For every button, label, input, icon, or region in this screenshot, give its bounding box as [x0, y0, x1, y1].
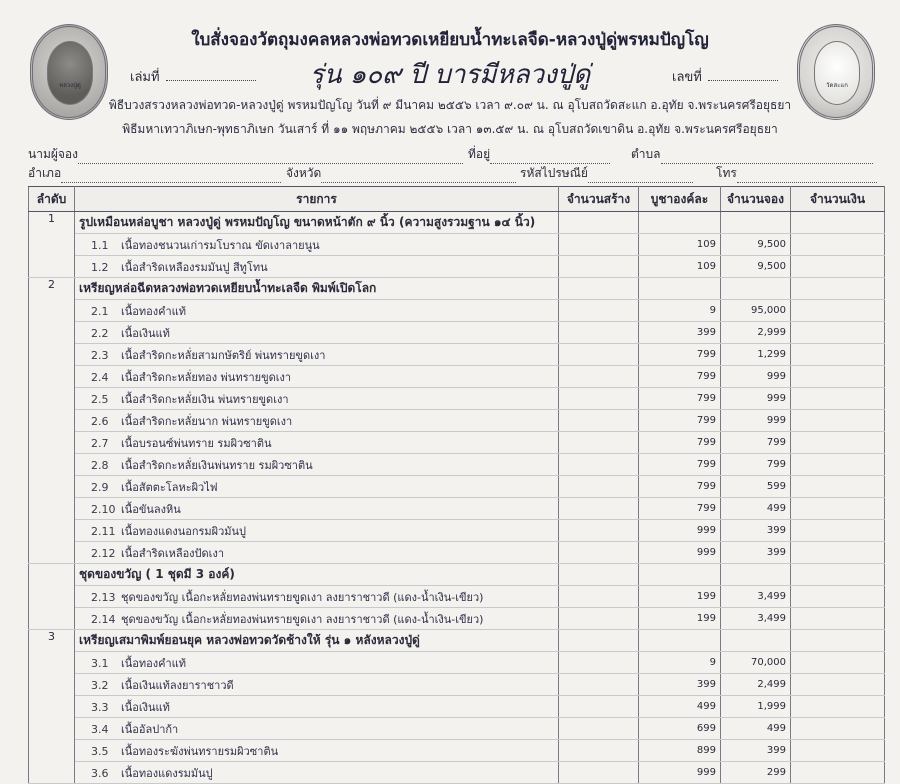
amount-cell[interactable]: [791, 476, 885, 498]
item-description: [75, 454, 559, 476]
province-field: [286, 164, 516, 183]
group-number: 1: [29, 212, 75, 278]
made-cell: [559, 212, 639, 234]
address-field: [468, 145, 610, 164]
phone-field: [716, 164, 877, 183]
group-row: [29, 630, 885, 652]
qty-cell: [721, 630, 791, 652]
ceremony-line-1: พิธีบวงสรวงหลวงพ่อทวด-หลวงปู่ดู่ พรหมปัญโญ วันที่ ๙ มีนาคม ๒๕๕๖ เวลา ๙.๐๙ น. ณ อุโบสถวัดสะแก อ.อุทัย จ.พระนครศรีอยุธยา: [108, 98, 792, 112]
item-code: 1.1: [91, 238, 109, 252]
item-code: 3.2: [91, 678, 109, 692]
made-cell: [559, 718, 639, 740]
item-row: [29, 234, 885, 256]
item-name: เนื้อบรอนซ์พ่นทราย รมผิวซาติน: [121, 436, 272, 450]
amount-cell[interactable]: [791, 432, 885, 454]
header-item: รายการ: [75, 187, 559, 212]
item-description: [75, 586, 559, 608]
qty-cell: [721, 278, 791, 300]
item-row: [29, 740, 885, 762]
made-cell: [559, 256, 639, 278]
amount-cell[interactable]: [791, 344, 885, 366]
item-name: ชุดของขวัญ เนื้อกะหลั่ยทองพ่นทรายขูดเงา ลงยาราชาวดี (แดง-น้ำเงิน-เขียว): [121, 612, 484, 626]
item-price: 999: [639, 520, 721, 542]
item-name: เนื้อสำริดเหลืองปัดเงา: [121, 546, 224, 560]
temple-emblem-seal-icon: [797, 24, 875, 120]
item-qty: 999: [721, 388, 791, 410]
item-row: [29, 652, 885, 674]
phone-label: โทร: [716, 166, 737, 180]
amount-cell[interactable]: [791, 498, 885, 520]
item-price: 899: [639, 740, 721, 762]
item-qty: 9,500: [721, 234, 791, 256]
item-name: เนื้อสำริดกะหลั่ยนาก พ่นทรายขูดเงา: [121, 414, 293, 428]
item-description: [75, 608, 559, 630]
subdistrict-label: ตำบล: [631, 147, 661, 161]
form-number-field: [672, 66, 778, 87]
luang-pu-medallion-seal-icon: [30, 24, 108, 120]
postcode-blank[interactable]: [588, 169, 693, 183]
item-name: เนื้อทองคำแท้: [121, 656, 186, 670]
subdistrict-blank[interactable]: [661, 150, 873, 164]
province-blank[interactable]: [321, 169, 516, 183]
item-qty: 799: [721, 432, 791, 454]
item-description: [75, 410, 559, 432]
item-name: เนื้อสำริดกะหลั่ยสามกษัตริย์ พ่นทรายขูดเงา: [121, 348, 326, 362]
item-qty: 2,999: [721, 322, 791, 344]
item-description: [75, 520, 559, 542]
amount-cell[interactable]: [791, 388, 885, 410]
item-description: [75, 344, 559, 366]
amount-cell[interactable]: [791, 762, 885, 784]
item-row: [29, 520, 885, 542]
group-row: [29, 564, 885, 586]
province-label: จังหวัด: [286, 166, 322, 180]
item-code: 2.9: [91, 480, 109, 494]
item-row: [29, 476, 885, 498]
item-row: [29, 344, 885, 366]
item-row: [29, 432, 885, 454]
group-title: รูปเหมือนหล่อบูชา หลวงปู่ดู่ พรหมปัญโญ ขนาดหน้าตัก ๙ นิ้ว (ความสูงรวมฐาน ๑๔ นิ้ว): [75, 212, 559, 234]
item-description: [75, 740, 559, 762]
qty-cell: [721, 212, 791, 234]
item-description: [75, 388, 559, 410]
item-price: 499: [639, 696, 721, 718]
item-row: [29, 410, 885, 432]
amount-cell[interactable]: [791, 564, 885, 586]
made-cell: [559, 762, 639, 784]
made-cell: [559, 674, 639, 696]
header-made: จำนวนสร้าง: [559, 187, 639, 212]
table-body: [29, 212, 885, 784]
book-number-label: เล่มที่: [130, 70, 160, 85]
amount-cell[interactable]: [791, 234, 885, 256]
item-row: [29, 388, 885, 410]
item-qty: 3,499: [721, 608, 791, 630]
seal-portrait: [47, 41, 93, 105]
item-qty: 399: [721, 740, 791, 762]
item-price: 799: [639, 344, 721, 366]
item-price: 9: [639, 652, 721, 674]
made-cell: [559, 498, 639, 520]
item-price: 999: [639, 542, 721, 564]
item-row: [29, 762, 885, 784]
postcode-label: รหัสไปรษณีย์: [520, 166, 588, 180]
item-description: [75, 696, 559, 718]
item-name: เนื้อทองชนวนเก่ารมโบราณ ขัดเงาลายนูน: [121, 238, 320, 252]
amount-cell[interactable]: [791, 740, 885, 762]
item-qty: 3,499: [721, 586, 791, 608]
name-blank[interactable]: [78, 150, 463, 164]
buyer-info-row-1: [28, 145, 880, 163]
item-price: 799: [639, 410, 721, 432]
item-code: 3.4: [91, 722, 109, 736]
item-code: 2.8: [91, 458, 109, 472]
item-description: [75, 322, 559, 344]
item-code: 2.5: [91, 392, 109, 406]
qty-cell: [721, 564, 791, 586]
item-name: เนื้อทองแดงนอกรมผิวมันปู: [121, 524, 247, 538]
price-cell: [639, 212, 721, 234]
item-description: [75, 432, 559, 454]
item-row: [29, 300, 885, 322]
item-code: 2.10: [91, 502, 116, 516]
amount-cell[interactable]: [791, 696, 885, 718]
phone-blank[interactable]: [737, 169, 877, 183]
group-title: เหรียญหล่อฉีดหลวงพ่อทวดเหยียบน้ำทะเลจืด พิมพ์เปิดโลก: [75, 278, 559, 300]
made-cell: [559, 300, 639, 322]
form-number-blank[interactable]: [708, 80, 778, 81]
item-code: 2.2: [91, 326, 109, 340]
district-blank[interactable]: [61, 169, 281, 183]
item-name: เนื้อขันลงหิน: [121, 502, 181, 516]
item-row: [29, 696, 885, 718]
item-code: 2.6: [91, 414, 109, 428]
group-title: เหรียญเสมาพิมพ์ยอนยุค หลวงพ่อทวดวัดช้างให้ รุ่น ๑ หลังหลวงปู่ดู่: [75, 630, 559, 652]
seal-emblem: [814, 41, 860, 105]
header-amount: จำนวนเงิน: [791, 187, 885, 212]
ceremony-line-2: พิธีมหาเทวาภิเษก-พุทธาภิเษก วันเสาร์ ที่ ๑๑ พฤษภาคม ๒๕๕๖ เวลา ๑๓.๕๙ น. ณ อุโบสถวัดเขาดิน อ.อุทัย จ.พระนครศรีอยุธยา: [122, 122, 778, 136]
item-qty: 9,500: [721, 256, 791, 278]
item-row: [29, 454, 885, 476]
item-price: 399: [639, 322, 721, 344]
item-qty: 1,999: [721, 696, 791, 718]
item-code: 3.3: [91, 700, 109, 714]
price-cell: [639, 564, 721, 586]
made-cell: [559, 630, 639, 652]
book-number-blank[interactable]: [166, 80, 256, 81]
book-number-field: [130, 66, 256, 87]
price-cell: [639, 278, 721, 300]
made-cell: [559, 344, 639, 366]
amount-cell[interactable]: [791, 542, 885, 564]
amount-cell[interactable]: [791, 366, 885, 388]
item-row: [29, 674, 885, 696]
item-row: [29, 542, 885, 564]
postcode-field: [520, 164, 693, 183]
amount-cell[interactable]: [791, 520, 885, 542]
item-qty: 1,299: [721, 344, 791, 366]
item-code: 2.7: [91, 436, 109, 450]
item-row: [29, 586, 885, 608]
name-label: นามผู้จอง: [28, 147, 78, 161]
form-title: ใบสั่งจองวัตถุมงคลหลวงพ่อทวดเหยียบน้ำทะเลจืด-หลวงปู่ดู่พรหมปัญโญ: [191, 30, 709, 50]
amount-cell[interactable]: [791, 630, 885, 652]
item-name: เนื้อสำริดกะหลั่ยเงิน พ่นทรายขูดเงา: [121, 392, 289, 406]
district-label: อำเภอ: [28, 166, 62, 180]
item-name: ชุดของขวัญ เนื้อกะหลั่ยทองพ่นทรายขูดเงา ลงยาราชาวดี (แดง-น้ำเงิน-เขียว): [121, 590, 484, 604]
item-qty: 399: [721, 542, 791, 564]
item-row: [29, 256, 885, 278]
group-number: [29, 564, 75, 630]
item-name: เนื้อสำริดเหลืองรมมันปู สีทูโทน: [121, 260, 268, 274]
made-cell: [559, 454, 639, 476]
group-number: 3: [29, 630, 75, 784]
address-label: ที่อยู่: [468, 147, 491, 161]
group-title: ชุดของขวัญ ( 1 ชุดมี 3 องค์): [75, 564, 559, 586]
item-qty: 399: [721, 520, 791, 542]
item-description: [75, 498, 559, 520]
item-qty: 95,000: [721, 300, 791, 322]
price-cell: [639, 630, 721, 652]
item-row: [29, 498, 885, 520]
item-code: 3.6: [91, 766, 109, 780]
item-code: 3.1: [91, 656, 109, 670]
amount-cell[interactable]: [791, 300, 885, 322]
item-code: 1.2: [91, 260, 109, 274]
item-code: 2.1: [91, 304, 109, 318]
made-cell: [559, 652, 639, 674]
made-cell: [559, 366, 639, 388]
item-code: 2.11: [91, 524, 116, 538]
item-name: เนื้ออัลปาก้า: [121, 722, 179, 736]
amount-cell[interactable]: [791, 278, 885, 300]
item-code: 2.3: [91, 348, 109, 362]
amount-cell[interactable]: [791, 608, 885, 630]
amount-cell[interactable]: [791, 410, 885, 432]
made-cell: [559, 410, 639, 432]
made-cell: [559, 322, 639, 344]
item-qty: 2,499: [721, 674, 791, 696]
made-cell: [559, 740, 639, 762]
form-subtitle: รุ่น ๑๐๙ ปี บารมีหลวงปู่ดู่: [309, 60, 591, 90]
item-row: [29, 366, 885, 388]
item-price: 699: [639, 718, 721, 740]
item-qty: 299: [721, 762, 791, 784]
made-cell: [559, 476, 639, 498]
item-name: เนื้อสำริดกะหลั่ยทอง พ่นทรายขูดเงา: [121, 370, 292, 384]
item-code: 2.14: [91, 612, 116, 626]
table-header-row: [29, 187, 885, 212]
amount-cell[interactable]: [791, 674, 885, 696]
item-description: [75, 674, 559, 696]
item-price: 799: [639, 476, 721, 498]
item-price: 799: [639, 366, 721, 388]
amount-cell[interactable]: [791, 322, 885, 344]
group-row: [29, 278, 885, 300]
item-price: 799: [639, 454, 721, 476]
group-number: 2: [29, 278, 75, 564]
item-code: 3.5: [91, 744, 109, 758]
item-description: [75, 718, 559, 740]
made-cell: [559, 586, 639, 608]
made-cell: [559, 696, 639, 718]
address-blank[interactable]: [490, 150, 610, 164]
made-cell: [559, 388, 639, 410]
made-cell: [559, 564, 639, 586]
header-qty: จำนวนจอง: [721, 187, 791, 212]
item-description: [75, 476, 559, 498]
item-price: 799: [639, 388, 721, 410]
amount-cell[interactable]: [791, 586, 885, 608]
item-code: 2.4: [91, 370, 109, 384]
seal-right-caption: วัดสะแก: [826, 82, 848, 89]
item-description: [75, 762, 559, 784]
item-description: [75, 542, 559, 564]
amount-cell[interactable]: [791, 652, 885, 674]
amount-cell[interactable]: [791, 212, 885, 234]
header-no: ลำดับ: [29, 187, 75, 212]
item-description: [75, 300, 559, 322]
item-qty: 70,000: [721, 652, 791, 674]
item-price: 199: [639, 586, 721, 608]
item-qty: 799: [721, 454, 791, 476]
item-name: เนื้อเงินแท้: [121, 700, 170, 714]
item-price: 109: [639, 234, 721, 256]
item-code: 2.13: [91, 590, 116, 604]
item-price: 199: [639, 608, 721, 630]
item-price: 109: [639, 256, 721, 278]
item-name: เนื้อทองแดงรมมันปู: [121, 766, 213, 780]
made-cell: [559, 432, 639, 454]
amount-cell[interactable]: [791, 718, 885, 740]
seal-left-caption: หลวงปู่ดู่: [59, 82, 81, 89]
form-number-label: เลขที่: [672, 70, 702, 85]
item-name: เนื้อสัตตะโลหะผิวไฟ: [121, 480, 218, 494]
item-name: เนื้อสำริดกะหลั่ยเงินพ่นทราย รมผิวซาติน: [121, 458, 313, 472]
item-price: 399: [639, 674, 721, 696]
amount-cell[interactable]: [791, 256, 885, 278]
form-header: [0, 0, 900, 140]
item-name: เนื้อเงินแท้ลงยาราชาวดี: [121, 678, 234, 692]
header-price: บูชาองค์ละ: [639, 187, 721, 212]
group-row: [29, 212, 885, 234]
item-description: [75, 652, 559, 674]
item-price: 999: [639, 762, 721, 784]
item-name: เนื้อทองคำแท้: [121, 304, 186, 318]
item-description: [75, 366, 559, 388]
made-cell: [559, 520, 639, 542]
item-price: 799: [639, 498, 721, 520]
item-description: [75, 234, 559, 256]
item-description: [75, 256, 559, 278]
item-qty: 499: [721, 718, 791, 740]
item-qty: 599: [721, 476, 791, 498]
order-items-table: [28, 186, 885, 784]
item-row: [29, 608, 885, 630]
item-price: 9: [639, 300, 721, 322]
made-cell: [559, 542, 639, 564]
item-name: เนื้อทองระฆังพ่นทรายรมผิวซาติน: [121, 744, 279, 758]
made-cell: [559, 608, 639, 630]
name-field: [28, 145, 463, 164]
item-row: [29, 322, 885, 344]
item-qty: 999: [721, 410, 791, 432]
amount-cell[interactable]: [791, 454, 885, 476]
item-qty: 499: [721, 498, 791, 520]
buyer-info-row-2: [28, 164, 880, 182]
made-cell: [559, 278, 639, 300]
item-name: เนื้อเงินแท้: [121, 326, 170, 340]
item-price: 799: [639, 432, 721, 454]
item-qty: 999: [721, 366, 791, 388]
item-code: 2.12: [91, 546, 116, 560]
subdistrict-field: [631, 145, 873, 164]
district-field: [28, 164, 281, 183]
item-row: [29, 718, 885, 740]
made-cell: [559, 234, 639, 256]
